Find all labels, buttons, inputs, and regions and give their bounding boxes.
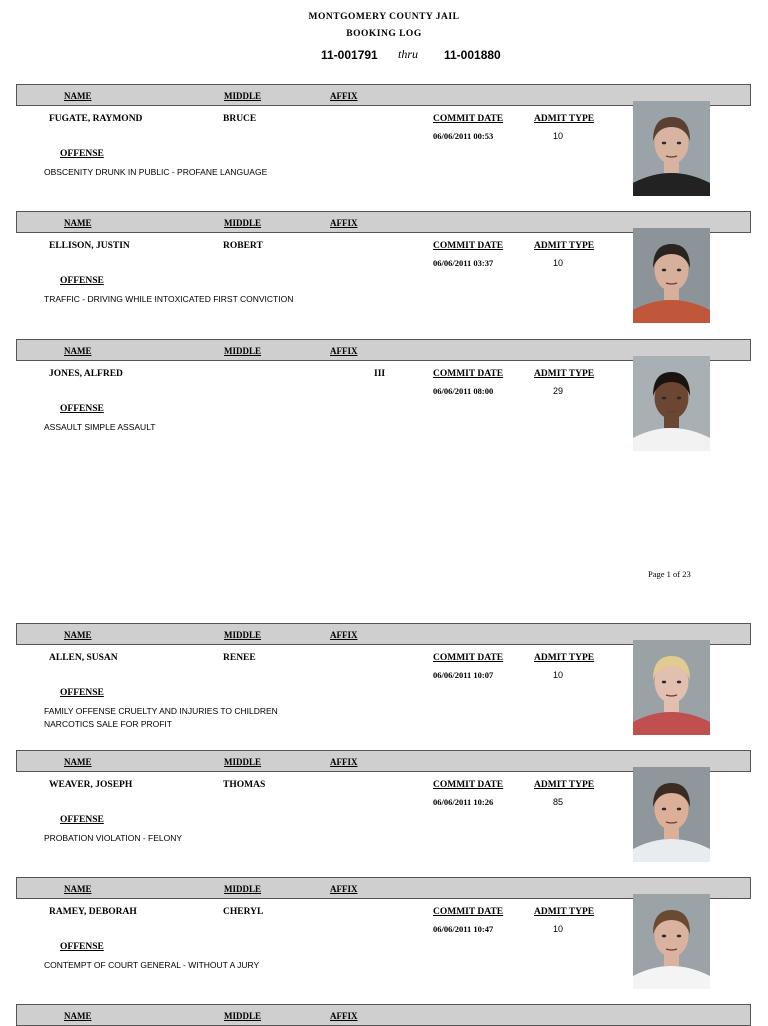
affix-column-label: AFFIX bbox=[330, 630, 358, 640]
affix-column-label: AFFIX bbox=[330, 91, 358, 101]
admit-type-label: ADMIT TYPE bbox=[534, 241, 595, 251]
middle-column-label: MIDDLE bbox=[224, 218, 262, 228]
middle-column-label: MIDDLE bbox=[224, 630, 262, 640]
affix-column-label: AFFIX bbox=[330, 218, 358, 228]
offense-line: ASSAULT SIMPLE ASSAULT bbox=[44, 422, 156, 432]
offense-list bbox=[44, 705, 278, 731]
admit-type-value: 29 bbox=[552, 386, 563, 396]
mugshot-photo bbox=[633, 228, 710, 323]
inmate-middle-name: RENEE bbox=[223, 653, 256, 663]
commit-date-label: COMMIT DATE bbox=[433, 114, 504, 124]
commit-date-label: COMMIT DATE bbox=[433, 653, 504, 663]
booking-record bbox=[0, 366, 768, 466]
name-column-label: NAME bbox=[64, 346, 92, 356]
name-column-label: NAME bbox=[64, 630, 92, 640]
commit-date-value: 06/06/2011 10:07 bbox=[433, 670, 494, 680]
booking-record bbox=[0, 650, 768, 750]
commit-date-value: 06/06/2011 00:53 bbox=[433, 131, 494, 141]
name-column-label: NAME bbox=[64, 218, 92, 228]
column-header-bar bbox=[16, 1004, 751, 1026]
mugshot-photo bbox=[633, 640, 710, 735]
admit-type-value: 10 bbox=[552, 924, 563, 934]
offense-line: PROBATION VIOLATION - FELONY bbox=[44, 833, 183, 843]
inmate-name: RAMEY, DEBORAH bbox=[49, 907, 137, 917]
admit-type-value: 85 bbox=[552, 797, 563, 807]
middle-column-label: MIDDLE bbox=[224, 346, 262, 356]
jail-title: MONTGOMERY COUNTY JAIL bbox=[308, 12, 460, 22]
range-end: 11-001880 bbox=[444, 48, 501, 62]
commit-date-value: 06/06/2011 08:00 bbox=[433, 386, 494, 396]
admit-type-value: 10 bbox=[552, 131, 563, 141]
offense-line: TRAFFIC - DRIVING WHILE INTOXICATED FIRST CONVICTION bbox=[44, 294, 294, 304]
offense-list bbox=[44, 293, 293, 306]
offense-label: OFFENSE bbox=[60, 815, 104, 825]
offense-label: OFFENSE bbox=[60, 276, 104, 286]
offense-line: NARCOTICS SALE FOR PROFIT bbox=[44, 719, 172, 729]
inmate-name: ALLEN, SUSAN bbox=[49, 653, 118, 663]
page-number: Page 1 of 23 bbox=[648, 569, 691, 579]
offense-label: OFFENSE bbox=[60, 404, 104, 414]
range-start: 11-001791 bbox=[321, 48, 378, 62]
affix-column-label: AFFIX bbox=[330, 346, 358, 356]
middle-column-label: MIDDLE bbox=[224, 757, 262, 767]
commit-date-value: 06/06/2011 03:37 bbox=[433, 258, 494, 268]
name-column-label: NAME bbox=[64, 91, 92, 101]
admit-type-label: ADMIT TYPE bbox=[534, 907, 595, 917]
commit-date-value: 06/06/2011 10:47 bbox=[433, 924, 494, 934]
booking-record bbox=[0, 238, 768, 338]
inmate-name: FUGATE, RAYMOND bbox=[49, 114, 143, 124]
offense-list bbox=[44, 832, 182, 845]
mugshot-photo bbox=[633, 101, 710, 196]
admit-type-label: ADMIT TYPE bbox=[534, 780, 595, 790]
inmate-middle-name: ROBERT bbox=[223, 241, 263, 251]
booking-record bbox=[0, 904, 768, 1004]
name-column-label: NAME bbox=[64, 884, 92, 894]
commit-date-label: COMMIT DATE bbox=[433, 369, 504, 379]
commit-date-label: COMMIT DATE bbox=[433, 780, 504, 790]
offense-list bbox=[44, 166, 267, 179]
offense-label: OFFENSE bbox=[60, 942, 104, 952]
affix-column-label: AFFIX bbox=[330, 757, 358, 767]
booking-record bbox=[0, 111, 768, 211]
inmate-name: WEAVER, JOSEPH bbox=[49, 780, 133, 790]
commit-date-label: COMMIT DATE bbox=[433, 907, 504, 917]
inmate-name: ELLISON, JUSTIN bbox=[49, 241, 130, 251]
log-subtitle: BOOKING LOG bbox=[346, 29, 422, 39]
offense-list bbox=[44, 959, 259, 972]
admit-type-value: 10 bbox=[552, 670, 563, 680]
offense-line: CONTEMPT OF COURT GENERAL - WITHOUT A JURY bbox=[44, 960, 260, 970]
inmate-middle-name: CHERYL bbox=[223, 907, 264, 917]
range-thru: thru bbox=[398, 47, 419, 61]
inmate-middle-name: THOMAS bbox=[223, 780, 266, 790]
name-column-label: NAME bbox=[64, 757, 92, 767]
affix-column-label: AFFIX bbox=[330, 884, 358, 894]
admit-type-value: 10 bbox=[552, 258, 563, 268]
inmate-middle-name: BRUCE bbox=[223, 114, 257, 124]
mugshot-photo bbox=[633, 767, 710, 862]
offense-list bbox=[44, 421, 156, 434]
name-column-label: NAME bbox=[64, 1011, 92, 1021]
middle-column-label: MIDDLE bbox=[224, 1011, 262, 1021]
commit-date-label: COMMIT DATE bbox=[433, 241, 504, 251]
inmate-affix: III bbox=[374, 369, 386, 379]
admit-type-label: ADMIT TYPE bbox=[534, 653, 595, 663]
middle-column-label: MIDDLE bbox=[224, 884, 262, 894]
middle-column-label: MIDDLE bbox=[224, 91, 262, 101]
admit-type-label: ADMIT TYPE bbox=[534, 114, 595, 124]
mugshot-photo bbox=[633, 894, 710, 989]
mugshot-photo bbox=[633, 356, 710, 451]
offense-label: OFFENSE bbox=[60, 149, 104, 159]
offense-line: OBSCENITY DRUNK IN PUBLIC - PROFANE LANGUAGE bbox=[44, 167, 268, 177]
booking-record bbox=[0, 777, 768, 877]
admit-type-label: ADMIT TYPE bbox=[534, 369, 595, 379]
commit-date-value: 06/06/2011 10:26 bbox=[433, 797, 494, 807]
inmate-name: JONES, ALFRED bbox=[49, 369, 123, 379]
offense-label: OFFENSE bbox=[60, 688, 104, 698]
affix-column-label: AFFIX bbox=[330, 1011, 358, 1021]
offense-line: FAMILY OFFENSE CRUELTY AND INJURIES TO CHILDREN bbox=[44, 706, 278, 716]
